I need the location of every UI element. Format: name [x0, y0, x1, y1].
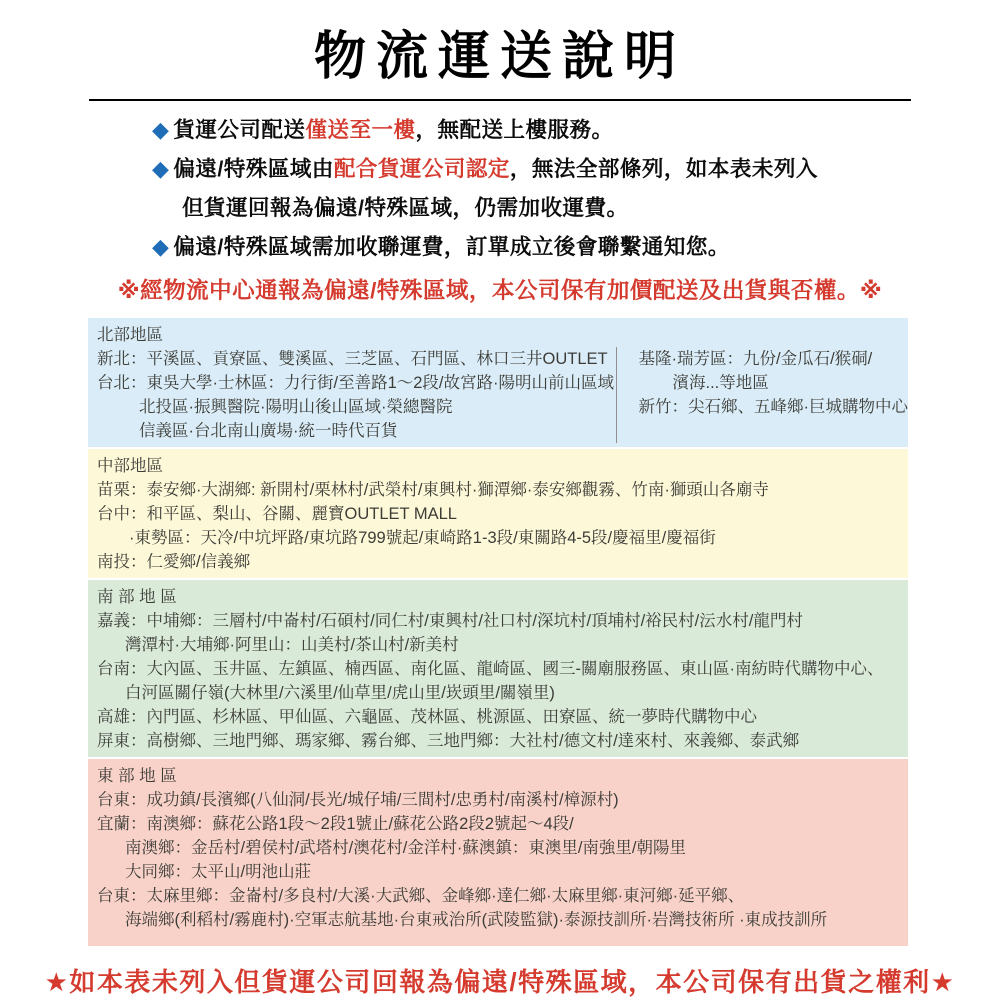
bullet-2-highlight: 配合貨運公司認定	[333, 157, 510, 181]
region-line: 新北：平溪區、貢寮區、雙溪區、三芝區、石門區、林口三井OUTLET	[97, 350, 608, 368]
region-line: 台東：成功鎮/長濱鄉(八仙洞/長光/城仔埔/三間村/忠勇村/南溪村/樟源村)	[97, 791, 619, 809]
region-section-body	[88, 347, 908, 443]
bullet-1-highlight: 僅送至一樓	[305, 118, 416, 142]
region-line: 大同鄉：太平山/明池山莊	[125, 863, 312, 881]
region-line: 宜蘭：南澳鄉：蘇花公路1段～2段1號止/蘇花公路2段2號起～4段/	[97, 815, 574, 833]
region-line: 灣潭村·大埔鄉·阿里山：山美村/茶山村/新美村	[125, 636, 459, 654]
diamond-bullet-icon: ◆	[152, 234, 170, 259]
region-section-body	[88, 478, 908, 574]
diamond-bullet-icon: ◆	[152, 156, 170, 181]
region-line: 北投區·振興醫院·陽明山後山區域·榮總醫院	[139, 398, 453, 416]
region-line: 台南：大內區、玉井區、左鎮區、楠西區、南化區、龍崎區、國三-關廟服務區、東山區·南紡時代購物中心、	[97, 660, 884, 678]
bullet-3-text: 偏遠/特殊區域需加收聯運費，訂單成立後會聯繫通知您。	[173, 235, 730, 259]
region-line: 台中：和平區、梨山、谷關、麗寶OUTLET MALL	[97, 505, 457, 523]
region-line: 濱海...等地區	[672, 374, 769, 392]
region-line: 高雄：內門區、杉林區、甲仙區、六龜區、茂林區、桃源區、田寮區、統一夢時代購物中心	[97, 708, 757, 726]
policy-bullet-3	[152, 234, 1000, 260]
region-sections	[88, 318, 908, 946]
red-notice-line: ※經物流中心通報為偏遠/特殊區域，本公司保有加價配送及出貨與否權。※	[117, 278, 883, 303]
region-section-title: 北部地區	[97, 326, 163, 344]
region-line: 台東：太麻里鄉：金崙村/多良村/大溪·大武鄉、金峰鄉·達仁鄉·太麻里鄉·東河鄉·延平鄉、	[97, 887, 745, 905]
region-line: 白河區關仔嶺(大林里/六溪里/仙草里/虎山里/崁頭里/關嶺里)	[125, 684, 555, 702]
bullet-1-text: 貨運公司配送	[173, 118, 306, 142]
title-divider	[89, 99, 911, 101]
region-line: 基隆·瑞芳區：九份/金瓜石/猴硐/	[638, 350, 873, 368]
policy-bullet-1	[152, 117, 1000, 143]
region-column	[88, 347, 616, 443]
diamond-bullet-icon: ◆	[152, 117, 170, 142]
region-line: ·東勢區：天冷/中坑坪路/東坑路799號起/東崎路1-3段/東關路4-5段/慶福里/慶福街	[129, 529, 716, 547]
region-line: 屏東：高樹鄉、三地門鄉、瑪家鄉、霧台鄉、三地門鄉：大社村/德文村/達來村、來義鄉、泰武鄉	[97, 732, 800, 750]
region-column	[88, 609, 884, 753]
region-line: 苗栗：泰安鄉·大湖鄉: 新開村/栗林村/武榮村/東興村·獅潭鄉·泰安鄉觀霧、竹南·獅頭山各廟寺	[97, 481, 769, 499]
region-column	[88, 478, 769, 574]
region-section-south	[88, 580, 908, 757]
policy-bullet-list	[152, 117, 1000, 260]
region-section-east	[88, 759, 908, 946]
policy-bullet-2	[152, 156, 1000, 182]
region-section-central	[88, 449, 908, 578]
page-title: 物流運送說明	[313, 28, 686, 86]
region-line: 南投：仁愛鄉/信義鄉	[97, 553, 251, 571]
region-section-body	[88, 609, 908, 753]
region-column	[616, 347, 909, 443]
region-column	[88, 788, 827, 932]
region-line: 台北：東吳大學·士林區：力行街/至善路1～2段/故宮路·陽明山前山區域	[97, 374, 615, 392]
policy-bullet-2-continuation: 但貨運回報為偏遠/特殊區域，仍需加收運費。	[182, 196, 629, 220]
bullet-1-tail: ，無配送上樓服務。	[415, 118, 614, 142]
bullet-2-text: 偏遠/特殊區域由	[173, 157, 334, 181]
region-section-title: 東 部 地 區	[97, 767, 177, 785]
bullet-2-tail: ，無法全部條列，如本表未列入	[509, 157, 818, 181]
region-line: 南澳鄉：金岳村/碧侯村/武塔村/澳花村/金洋村·蘇澳鎮：東澳里/南強里/朝陽里	[125, 839, 686, 857]
region-section-north	[88, 318, 908, 447]
region-section-body	[88, 788, 908, 932]
region-line: 海端鄉(利稻村/霧鹿村)·空軍志航基地·台東戒治所(武陵監獄)·泰源技訓所·岩灣技術所 ·東成技訓所	[125, 911, 828, 929]
region-line: 信義區·台北南山廣場·統一時代百貨	[139, 422, 398, 440]
region-line: 嘉義：中埔鄉：三層村/中崙村/石碩村/同仁村/東興村/社口村/深坑村/頂埔村/裕民村/沄水村/龍門村	[97, 612, 803, 630]
region-section-title: 南 部 地 區	[97, 588, 177, 606]
footer-warning: ★如本表未列入但貨運公司回報為偏遠/特殊區域，本公司保有出貨之權利★	[44, 967, 956, 997]
region-section-title: 中部地區	[97, 457, 163, 475]
region-line: 新竹：尖石鄉、五峰鄉·巨城購物中心	[638, 398, 908, 416]
